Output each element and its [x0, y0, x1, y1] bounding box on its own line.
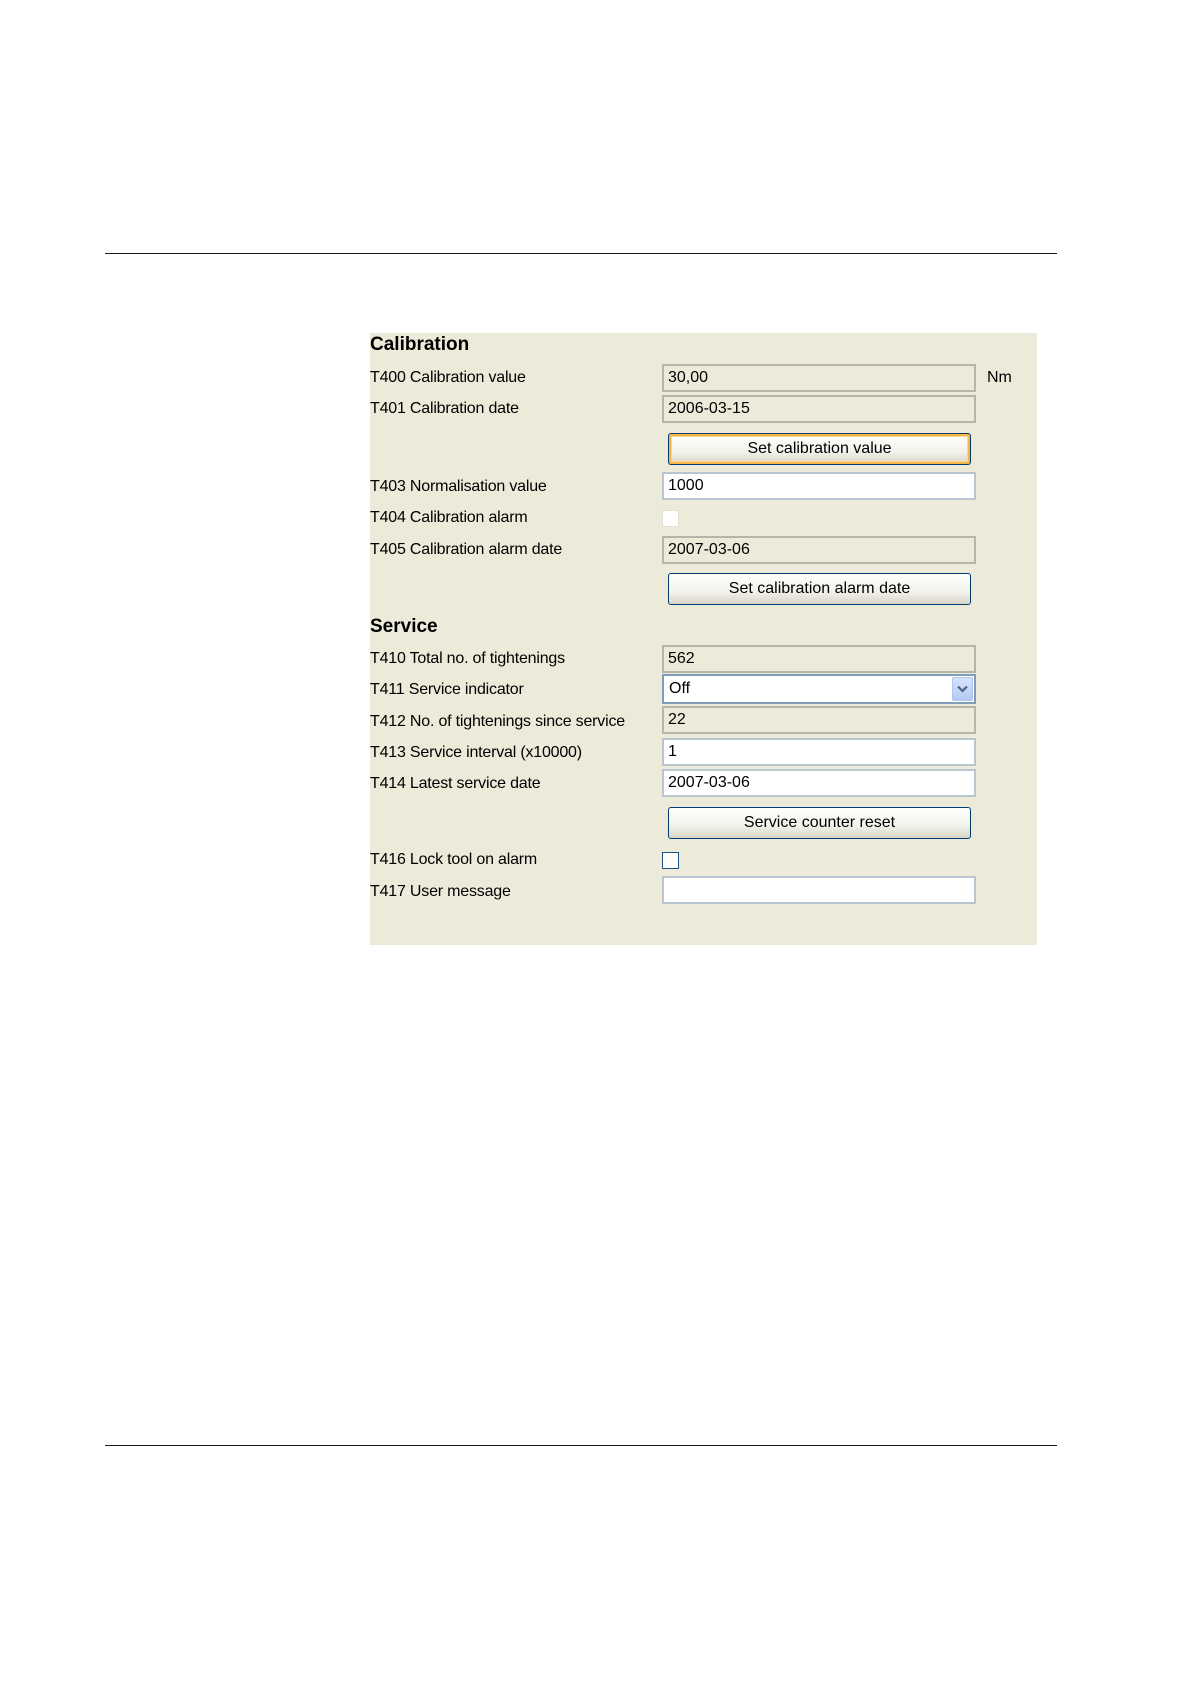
calibration-value-field: 30,00 — [662, 364, 976, 392]
footer-rule — [105, 1445, 1057, 1446]
calibration-section-title: Calibration — [370, 334, 470, 355]
t400-label: T400 Calibration value — [370, 369, 526, 386]
set-calibration-alarm-date-button[interactable]: Set calibration alarm date — [668, 573, 971, 605]
calibration-value-unit: Nm — [987, 369, 1012, 386]
t412-label: T412 No. of tightenings since service — [370, 713, 625, 730]
normalisation-value-input[interactable]: 1000 — [662, 472, 976, 500]
t410-label: T410 Total no. of tightenings — [370, 650, 565, 667]
t405-label: T405 Calibration alarm date — [370, 541, 563, 558]
service-counter-reset-button[interactable]: Service counter reset — [668, 807, 971, 839]
tightenings-since-service-field: 22 — [662, 706, 976, 734]
t404-label: T404 Calibration alarm — [370, 509, 528, 526]
set-calibration-value-button[interactable]: Set calibration value — [668, 433, 971, 465]
t403-label: T403 Normalisation value — [370, 478, 547, 495]
t416-label: T416 Lock tool on alarm — [370, 851, 538, 868]
t414-label: T414 Latest service date — [370, 775, 541, 792]
t411-label: T411 Service indicator — [370, 681, 524, 698]
t413-label: T413 Service interval (x10000) — [370, 744, 582, 761]
header-rule — [105, 253, 1057, 254]
service-interval-input[interactable]: 1 — [662, 738, 976, 766]
lock-tool-on-alarm-checkbox[interactable] — [662, 852, 679, 869]
t417-label: T417 User message — [370, 883, 511, 900]
latest-service-date-input[interactable]: 2007-03-06 — [662, 769, 976, 797]
user-message-input[interactable] — [662, 876, 976, 904]
service-section-title: Service — [370, 616, 438, 637]
service-indicator-value: Off — [669, 680, 691, 697]
service-indicator-select[interactable] — [662, 674, 976, 704]
t401-label: T401 Calibration date — [370, 400, 519, 417]
calibration-alarm-date-field: 2007-03-06 — [662, 536, 976, 564]
calibration-alarm-checkbox — [662, 510, 679, 527]
tool-configuration-panel — [370, 333, 1037, 945]
total-tightenings-field: 562 — [662, 645, 976, 673]
calibration-date-field: 2006-03-15 — [662, 395, 976, 423]
dropdown-button[interactable] — [952, 677, 973, 701]
chevron-down-icon — [957, 685, 968, 693]
